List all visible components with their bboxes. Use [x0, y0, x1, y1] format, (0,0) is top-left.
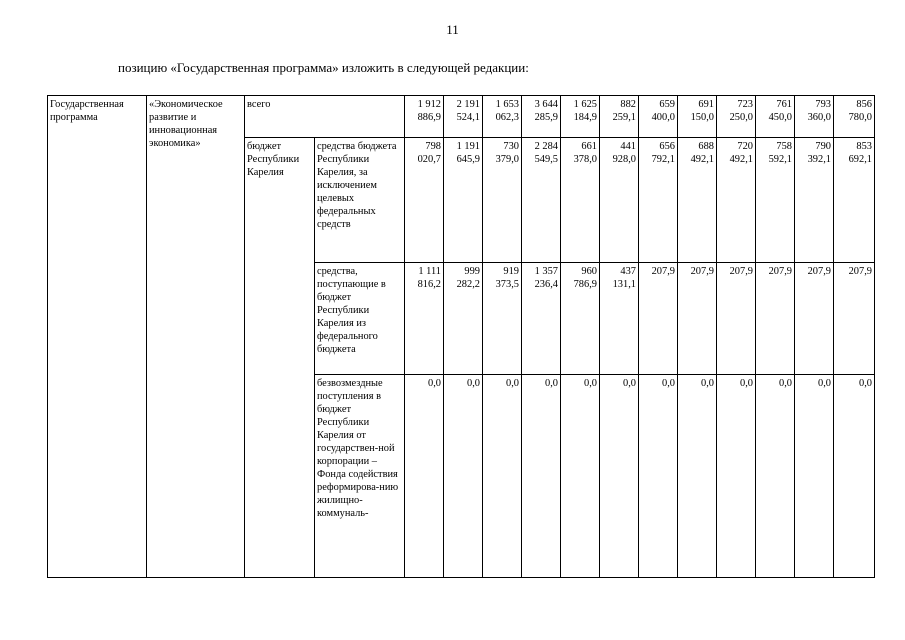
value-line-1: 207,9	[807, 266, 831, 277]
value-cell	[795, 375, 834, 578]
value-line-1: 437	[620, 266, 636, 277]
value-cell	[678, 375, 717, 578]
value-line-1: 0,0	[545, 378, 558, 389]
value-line-2: 524,1	[456, 112, 480, 123]
value-line-1: 761	[776, 99, 792, 110]
value-line-2: 131,1	[612, 279, 636, 290]
value-line-2: 150,0	[690, 112, 714, 123]
value-line-2: 184,9	[573, 112, 597, 123]
value-cell	[483, 263, 522, 375]
value-cell	[756, 138, 795, 263]
value-line-2: 062,3	[495, 112, 519, 123]
value-cell	[405, 138, 444, 263]
value-line-1: 999	[464, 266, 480, 277]
value-cell	[756, 96, 795, 138]
value-line-1: 720	[737, 141, 753, 152]
value-line-2: 378,0	[573, 154, 597, 165]
value-line-1: 2 191	[456, 99, 480, 110]
value-line-1: 0,0	[740, 378, 753, 389]
value-line-2: 282,2	[456, 279, 480, 290]
value-line-1: 1 625	[573, 99, 597, 110]
value-line-2: 492,1	[690, 154, 714, 165]
value-line-1: 691	[698, 99, 714, 110]
value-line-1: 0,0	[623, 378, 636, 389]
value-line-1: 441	[620, 141, 636, 152]
value-cell	[600, 96, 639, 138]
value-cell	[795, 96, 834, 138]
value-line-1: 3 644	[534, 99, 558, 110]
value-line-1: 661	[581, 141, 597, 152]
value-cell	[717, 138, 756, 263]
value-cell	[561, 263, 600, 375]
value-cell	[444, 96, 483, 138]
value-cell	[522, 138, 561, 263]
value-line-1: 659	[659, 99, 675, 110]
value-cell	[600, 375, 639, 578]
value-line-2: 285,9	[534, 112, 558, 123]
value-cell	[717, 375, 756, 578]
value-cell	[834, 96, 875, 138]
value-line-2: 780,0	[848, 112, 872, 123]
program-label-cell: Государственная программа	[48, 96, 147, 578]
value-cell	[483, 96, 522, 138]
value-line-1: 1 357	[534, 266, 558, 277]
value-line-1: 0,0	[779, 378, 792, 389]
budget-table	[47, 95, 875, 578]
value-cell	[717, 96, 756, 138]
value-cell	[522, 375, 561, 578]
value-line-2: 792,1	[651, 154, 675, 165]
value-cell	[561, 96, 600, 138]
value-line-2: 236,4	[534, 279, 558, 290]
value-line-2: 816,2	[417, 279, 441, 290]
value-line-2: 786,9	[573, 279, 597, 290]
value-line-2: 928,0	[612, 154, 636, 165]
funding-source-label: средства, поступающие в бюджет Республики Карелия из федерального бюджета	[315, 263, 405, 375]
value-cell	[678, 138, 717, 263]
value-line-1: 0,0	[859, 378, 872, 389]
value-cell	[444, 375, 483, 578]
value-line-1: 853	[856, 141, 872, 152]
value-line-1: 0,0	[584, 378, 597, 389]
value-cell	[639, 263, 678, 375]
page-number: 11	[446, 22, 459, 37]
value-cell	[795, 138, 834, 263]
value-line-1: 758	[776, 141, 792, 152]
value-line-1: 882	[620, 99, 636, 110]
value-cell	[405, 263, 444, 375]
total-label-cell: всего	[245, 96, 405, 138]
value-line-2: 592,1	[768, 154, 792, 165]
intro-text: позицию «Государственная программа» изложить в следующей редакции:	[118, 60, 529, 75]
value-line-2: 645,9	[456, 154, 480, 165]
value-line-1: 798	[425, 141, 441, 152]
value-line-1: 207,9	[729, 266, 753, 277]
program-name-cell: «Экономическое развитие и инновационная экономика»	[147, 96, 245, 578]
value-cell	[561, 375, 600, 578]
value-line-2: 373,5	[495, 279, 519, 290]
value-line-1: 207,9	[651, 266, 675, 277]
value-cell	[522, 96, 561, 138]
value-line-1: 1 912	[417, 99, 441, 110]
value-line-1: 0,0	[662, 378, 675, 389]
value-line-1: 207,9	[848, 266, 872, 277]
value-line-2: 450,0	[768, 112, 792, 123]
value-line-1: 0,0	[506, 378, 519, 389]
value-cell	[717, 263, 756, 375]
value-cell	[639, 96, 678, 138]
value-line-1: 793	[815, 99, 831, 110]
value-line-2: 360,0	[807, 112, 831, 123]
budget-source-cell: бюджет Республики Карелия	[245, 138, 315, 578]
value-cell	[600, 138, 639, 263]
value-line-1: 1 653	[495, 99, 519, 110]
value-cell	[756, 375, 795, 578]
value-cell	[405, 375, 444, 578]
value-line-2: 886,9	[417, 112, 441, 123]
value-line-1: 723	[737, 99, 753, 110]
value-line-1: 1 111	[418, 266, 441, 277]
value-line-1: 0,0	[701, 378, 714, 389]
budget-table-body	[48, 96, 875, 578]
value-line-2: 492,1	[729, 154, 753, 165]
value-cell	[483, 375, 522, 578]
value-line-2: 692,1	[848, 154, 872, 165]
value-cell	[756, 263, 795, 375]
value-line-1: 790	[815, 141, 831, 152]
value-line-2: 549,5	[534, 154, 558, 165]
value-cell	[405, 96, 444, 138]
value-cell	[444, 263, 483, 375]
value-line-2: 020,7	[417, 154, 441, 165]
table-row	[48, 96, 875, 138]
value-line-2: 250,0	[729, 112, 753, 123]
value-cell	[834, 263, 875, 375]
value-line-1: 1 191	[456, 141, 480, 152]
value-line-1: 856	[856, 99, 872, 110]
value-line-1: 656	[659, 141, 675, 152]
value-cell	[600, 263, 639, 375]
value-cell	[639, 375, 678, 578]
value-line-1: 688	[698, 141, 714, 152]
funding-source-label: средства бюджета Республики Карелия, за исключением целевых федеральных средств	[315, 138, 405, 263]
value-line-2: 259,1	[612, 112, 636, 123]
value-line-2: 400,0	[651, 112, 675, 123]
value-cell	[678, 96, 717, 138]
value-line-1: 960	[581, 266, 597, 277]
value-cell	[834, 138, 875, 263]
value-line-1: 207,9	[690, 266, 714, 277]
funding-source-label: безвозмездные поступления в бюджет Республики Карелия от государствен-ной корпорации – Фонда содействия реформирова-нию жилищно-коммуналь-	[315, 375, 405, 578]
value-cell	[678, 263, 717, 375]
value-line-1: 0,0	[428, 378, 441, 389]
value-line-1: 0,0	[818, 378, 831, 389]
value-line-1: 2 284	[534, 141, 558, 152]
value-cell	[795, 263, 834, 375]
value-cell	[483, 138, 522, 263]
value-line-1: 0,0	[467, 378, 480, 389]
value-line-1: 919	[503, 266, 519, 277]
value-cell	[561, 138, 600, 263]
value-cell	[639, 138, 678, 263]
value-cell	[444, 138, 483, 263]
value-line-1: 730	[503, 141, 519, 152]
value-line-2: 379,0	[495, 154, 519, 165]
value-cell	[522, 263, 561, 375]
value-line-2: 392,1	[807, 154, 831, 165]
value-cell	[834, 375, 875, 578]
value-line-1: 207,9	[768, 266, 792, 277]
